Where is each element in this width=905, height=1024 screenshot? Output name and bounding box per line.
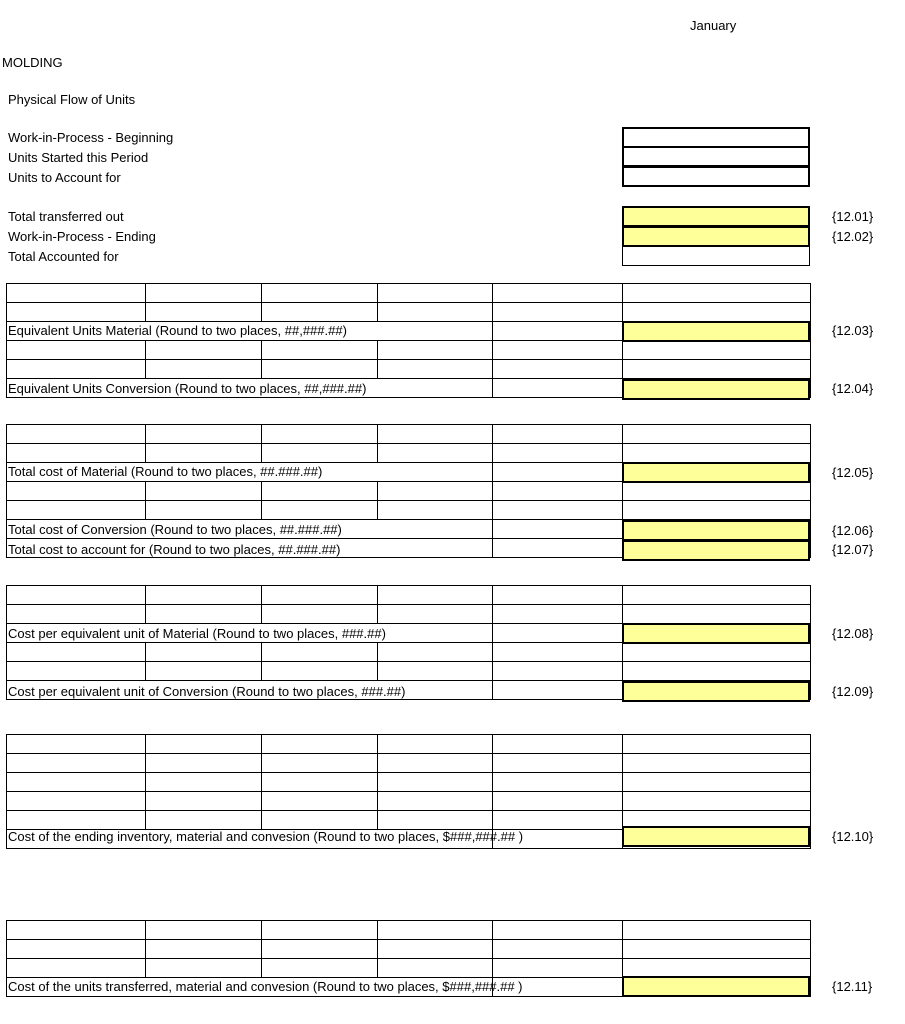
grid-cell[interactable] <box>492 920 623 940</box>
grid-cell[interactable] <box>145 958 262 978</box>
units-to-account-label: Units to Account for <box>8 170 121 185</box>
units-started-label: Units Started this Period <box>8 150 149 165</box>
grid-cell[interactable] <box>6 424 146 444</box>
grid-cell[interactable] <box>6 359 146 379</box>
grid-cell[interactable] <box>145 810 262 830</box>
grid-cell[interactable] <box>261 791 378 811</box>
grid-cell[interactable] <box>492 340 623 360</box>
grid-cell[interactable] <box>145 443 262 463</box>
grid-cell[interactable] <box>6 734 146 754</box>
grid-cell[interactable] <box>261 443 378 463</box>
transferred-cost-label: Cost of the units transferred, material and convesion (Round to two places, $###,###.## ) <box>8 979 523 994</box>
grid-cell[interactable] <box>377 500 493 520</box>
grid-cell[interactable] <box>492 283 623 303</box>
grid-cell[interactable] <box>145 340 262 360</box>
grid-cell[interactable] <box>377 481 493 501</box>
grid-cell[interactable] <box>261 642 378 662</box>
grid-cell[interactable] <box>145 359 262 379</box>
total-accounted-input[interactable] <box>622 246 810 266</box>
grid-cell[interactable] <box>622 958 811 978</box>
grid-cell[interactable] <box>492 623 623 643</box>
grid-cell[interactable] <box>261 958 378 978</box>
ref-12-11: {12.11} <box>832 979 873 994</box>
grid-cell[interactable] <box>492 642 623 662</box>
grid-cell[interactable] <box>492 661 623 681</box>
grid-cell[interactable] <box>492 604 623 624</box>
grid-cell[interactable] <box>622 920 811 940</box>
eu-material-label: Equivalent Units Material (Round to two places, ##,###.##) <box>8 323 347 338</box>
grid-cell[interactable] <box>261 424 378 444</box>
grid-cell[interactable] <box>377 424 493 444</box>
grid-cell[interactable] <box>145 604 262 624</box>
section-title: Physical Flow of Units <box>8 92 136 107</box>
grid-cell[interactable] <box>261 753 378 773</box>
grid-cell[interactable] <box>145 772 262 792</box>
ending-inventory-label: Cost of the ending inventory, material and convesion (Round to two places, $###,###.## ) <box>8 829 524 844</box>
grid-cell[interactable] <box>261 340 378 360</box>
grid-cell[interactable] <box>145 791 262 811</box>
ref-12-09: {12.09} <box>832 684 874 699</box>
grid-cell[interactable] <box>622 642 811 662</box>
grid-cell[interactable] <box>6 939 146 959</box>
grid-cell[interactable] <box>261 302 378 322</box>
grid-cell[interactable] <box>622 340 811 360</box>
ref-12-10: {12.10} <box>832 829 874 844</box>
grid-cell[interactable] <box>6 958 146 978</box>
grid-cell[interactable] <box>622 283 811 303</box>
grid-cell[interactable] <box>622 302 811 322</box>
wip-beginning-input[interactable] <box>622 127 810 148</box>
grid-cell[interactable] <box>492 810 623 830</box>
cost-total-input[interactable] <box>622 540 810 561</box>
ref-12-02: {12.02} <box>832 229 874 244</box>
month-label: January <box>690 18 737 33</box>
grid-cell[interactable] <box>261 359 378 379</box>
grid-cell[interactable] <box>492 680 623 700</box>
ref-12-08: {12.08} <box>832 626 874 641</box>
grid-cell[interactable] <box>261 772 378 792</box>
grid-cell[interactable] <box>6 791 146 811</box>
grid-cell[interactable] <box>6 340 146 360</box>
grid-cell[interactable] <box>261 604 378 624</box>
grid-cell[interactable] <box>492 753 623 773</box>
grid-cell[interactable] <box>145 302 262 322</box>
grid-cell[interactable] <box>261 661 378 681</box>
grid-cell[interactable] <box>492 443 623 463</box>
grid-cell[interactable] <box>6 443 146 463</box>
grid-cell[interactable] <box>622 500 811 520</box>
grid-cell[interactable] <box>145 642 262 662</box>
eu-conversion-label: Equivalent Units Conversion (Round to two places, ##,###.##) <box>8 381 367 396</box>
grid-cell[interactable] <box>377 642 493 662</box>
grid-cell[interactable] <box>492 734 623 754</box>
ref-12-01: {12.01} <box>832 209 874 224</box>
cpu-material-input[interactable] <box>622 623 810 644</box>
grid-cell[interactable] <box>145 283 262 303</box>
grid-cell[interactable] <box>261 939 378 959</box>
grid-cell[interactable] <box>622 443 811 463</box>
grid-cell[interactable] <box>377 772 493 792</box>
grid-cell[interactable] <box>622 424 811 444</box>
grid-cell[interactable] <box>6 500 146 520</box>
grid-cell[interactable] <box>145 500 262 520</box>
grid-cell[interactable] <box>622 772 811 792</box>
grid-cell[interactable] <box>145 424 262 444</box>
ref-12-03: {12.03} <box>832 323 874 338</box>
grid-cell[interactable] <box>622 481 811 501</box>
ref-12-07: {12.07} <box>832 542 874 557</box>
grid-cell[interactable] <box>492 939 623 959</box>
cost-material-input[interactable] <box>622 462 810 483</box>
grid-cell[interactable] <box>492 321 623 341</box>
grid-cell[interactable] <box>622 359 811 379</box>
grid-cell[interactable] <box>261 481 378 501</box>
grid-cell[interactable] <box>492 772 623 792</box>
grid-cell[interactable] <box>6 585 146 605</box>
cpu-material-label: Cost per equivalent unit of Material (Round to two places, ###.##) <box>8 626 386 641</box>
grid-cell[interactable] <box>492 462 623 482</box>
grid-cell[interactable] <box>6 481 146 501</box>
grid-cell[interactable] <box>492 481 623 501</box>
units-to-account-input[interactable] <box>622 166 810 187</box>
total-transferred-out-label: Total transferred out <box>8 209 124 224</box>
grid-cell[interactable] <box>622 585 811 605</box>
grid-cell[interactable] <box>377 791 493 811</box>
grid-cell[interactable] <box>145 734 262 754</box>
grid-cell[interactable] <box>622 734 811 754</box>
grid-cell[interactable] <box>6 810 146 830</box>
grid-cell[interactable] <box>492 538 623 558</box>
grid-cell[interactable] <box>492 958 623 978</box>
eu-material-input[interactable] <box>622 321 810 342</box>
grid-cell[interactable] <box>492 378 623 398</box>
grid-cell[interactable] <box>377 939 493 959</box>
cost-conversion-input[interactable] <box>622 520 810 541</box>
grid-cell[interactable] <box>261 920 378 940</box>
transferred-cost-input[interactable] <box>622 976 810 997</box>
grid-cell[interactable] <box>6 753 146 773</box>
cpu-conversion-label: Cost per equivalent unit of Conversion (Round to two places, ###.##) <box>8 684 406 699</box>
grid-cell[interactable] <box>492 424 623 444</box>
grid-cell[interactable] <box>261 500 378 520</box>
grid-cell[interactable] <box>145 920 262 940</box>
grid-cell[interactable] <box>6 772 146 792</box>
ref-12-05: {12.05} <box>832 465 874 480</box>
grid-cell[interactable] <box>377 340 493 360</box>
wip-beginning-label: Work-in-Process - Beginning <box>8 130 174 145</box>
grid-cell[interactable] <box>492 500 623 520</box>
grid-cell[interactable] <box>377 302 493 322</box>
grid-cell[interactable] <box>6 302 146 322</box>
grid-cell[interactable] <box>145 661 262 681</box>
grid-cell[interactable] <box>145 753 262 773</box>
grid-cell[interactable] <box>377 753 493 773</box>
units-started-input[interactable] <box>622 146 810 167</box>
grid-cell[interactable] <box>492 585 623 605</box>
grid-cell[interactable] <box>377 958 493 978</box>
wip-ending-label: Work-in-Process - Ending <box>8 229 156 244</box>
grid-cell[interactable] <box>377 359 493 379</box>
wip-ending-input[interactable] <box>622 226 810 247</box>
grid-cell[interactable] <box>492 359 623 379</box>
cpu-conversion-input[interactable] <box>622 681 810 702</box>
grid-cell[interactable] <box>377 810 493 830</box>
grid-cell[interactable] <box>622 753 811 773</box>
grid-cell[interactable] <box>622 791 811 811</box>
total-transferred-out-input[interactable] <box>622 206 810 227</box>
grid-cell[interactable] <box>6 283 146 303</box>
grid-cell[interactable] <box>6 920 146 940</box>
eu-conversion-input[interactable] <box>622 379 810 400</box>
grid-cell[interactable] <box>261 734 378 754</box>
grid-cell[interactable] <box>6 661 146 681</box>
cost-material-label: Total cost of Material (Round to two places, ##.###.##) <box>8 464 323 479</box>
grid-cell[interactable] <box>622 604 811 624</box>
grid-cell[interactable] <box>6 604 146 624</box>
grid-cell[interactable] <box>622 939 811 959</box>
total-accounted-label: Total Accounted for <box>8 249 119 264</box>
grid-cell[interactable] <box>145 939 262 959</box>
ref-12-06: {12.06} <box>832 523 874 538</box>
grid-cell[interactable] <box>622 661 811 681</box>
grid-cell[interactable] <box>492 302 623 322</box>
grid-cell[interactable] <box>6 642 146 662</box>
grid-cell[interactable] <box>377 604 493 624</box>
grid-cell[interactable] <box>377 734 493 754</box>
department-title: MOLDING <box>2 55 63 70</box>
grid-cell[interactable] <box>377 585 493 605</box>
cost-conversion-label: Total cost of Conversion (Round to two places, ##.###.##) <box>8 522 342 537</box>
grid-cell[interactable] <box>377 283 493 303</box>
grid-cell[interactable] <box>377 920 493 940</box>
ending-inventory-input[interactable] <box>622 826 810 847</box>
ref-12-04: {12.04} <box>832 381 874 396</box>
grid-cell[interactable] <box>377 661 493 681</box>
grid-cell[interactable] <box>261 283 378 303</box>
grid-cell[interactable] <box>492 791 623 811</box>
grid-cell[interactable] <box>492 519 623 539</box>
grid-cell[interactable] <box>145 481 262 501</box>
grid-cell[interactable] <box>261 810 378 830</box>
grid-cell[interactable] <box>145 585 262 605</box>
cost-total-label: Total cost to account for (Round to two places, ##.###.##) <box>8 542 341 557</box>
grid-cell[interactable] <box>377 443 493 463</box>
grid-cell[interactable] <box>261 585 378 605</box>
